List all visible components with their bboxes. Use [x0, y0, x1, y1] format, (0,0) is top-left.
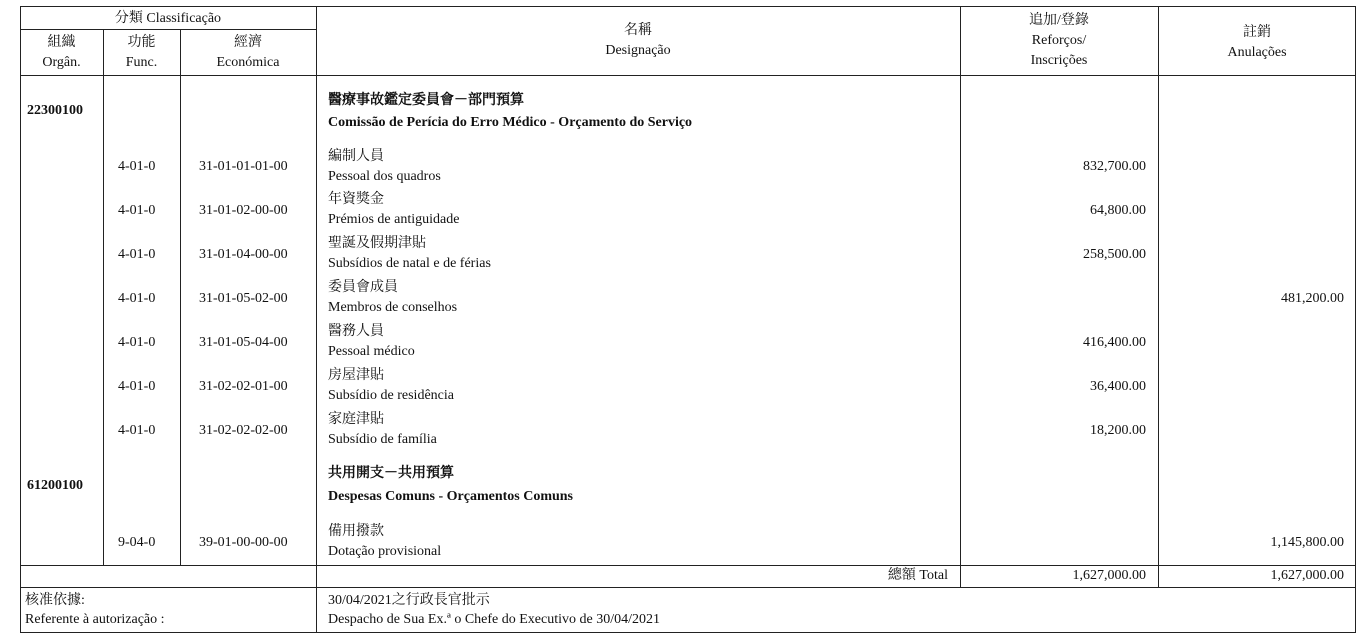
- header-bottom-line: [20, 75, 1356, 76]
- row-econ: 31-01-04-00-00: [199, 247, 288, 262]
- row-desig-pt: Prémios de antiguidade: [328, 212, 460, 227]
- reforcos-header-pt2: Inscrições: [1030, 53, 1088, 68]
- row-desig-zh: 委員會成員: [328, 280, 398, 295]
- authorization-label-zh: 核准依據:: [25, 593, 85, 608]
- row-reforco: 832,700.00: [1083, 159, 1146, 174]
- row-desig-pt: Pessoal médico: [328, 344, 415, 359]
- section-title-pt: Despesas Comuns - Orçamentos Comuns: [328, 489, 574, 504]
- row-desig-pt: Subsídio de residência: [328, 388, 454, 403]
- authorization-label-pt: Referente à autorização :: [25, 612, 165, 627]
- row-func: 4-01-0: [118, 159, 156, 174]
- total-reforcos: 1,627,000.00: [1072, 568, 1146, 583]
- anulacoes-header-zh: 註銷: [1243, 25, 1271, 40]
- organ-header-zh: 組織: [47, 35, 76, 50]
- row-desig-zh: 備用撥款: [328, 524, 384, 539]
- row-desig-zh: 家庭津貼: [328, 412, 384, 427]
- section-title-zh: 共用開支－共用預算: [328, 466, 454, 481]
- col-line-organ: [103, 29, 104, 565]
- col-line-func: [180, 29, 181, 565]
- row-desig-zh: 年資獎金: [328, 192, 384, 207]
- designation-header-pt: Designação: [605, 43, 671, 58]
- row-reforco: 416,400.00: [1083, 335, 1146, 350]
- row-desig-zh: 醫務人員: [328, 324, 384, 339]
- total-label: 總額 Total: [887, 568, 948, 583]
- row-econ: 39-01-00-00-00: [199, 535, 288, 550]
- row-anulacao: 481,200.00: [1281, 291, 1344, 306]
- econ-header-pt: Económica: [216, 55, 280, 70]
- row-desig-pt: Subsídios de natal e de férias: [328, 256, 491, 271]
- total-bottom-line: [20, 587, 1356, 588]
- row-econ: 31-02-02-01-00: [199, 379, 288, 394]
- organ-header-pt: Orgân.: [42, 55, 81, 70]
- section-title-zh: 醫療事故鑑定委員會－部門預算: [328, 93, 524, 108]
- total-anulacoes: 1,627,000.00: [1270, 568, 1344, 583]
- row-reforco: 18,200.00: [1090, 423, 1146, 438]
- col-line-desig: [960, 6, 961, 587]
- authorization-text-pt: Despacho de Sua Ex.ª o Chefe do Executivo de 30/04/2021: [328, 612, 661, 627]
- row-econ: 31-01-05-02-00: [199, 291, 288, 306]
- row-reforco: 258,500.00: [1083, 247, 1146, 262]
- econ-header-zh: 經濟: [234, 35, 262, 50]
- row-func: 4-01-0: [118, 203, 156, 218]
- func-header-pt: Func.: [125, 55, 158, 70]
- row-desig-pt: Membros de conselhos: [328, 300, 458, 315]
- row-reforco: 36,400.00: [1090, 379, 1146, 394]
- anulacoes-header-pt: Anulações: [1227, 45, 1287, 60]
- designation-header-zh: 名稱: [624, 23, 652, 38]
- section-organ-code: 61200100: [27, 478, 83, 493]
- func-header-zh: 功能: [127, 35, 156, 50]
- row-desig-zh: 編制人員: [328, 149, 384, 164]
- reforcos-header-pt1: Reforços/: [1031, 33, 1087, 48]
- row-func: 4-01-0: [118, 291, 156, 306]
- row-desig-zh: 聖誕及假期津貼: [328, 236, 426, 251]
- row-func: 4-01-0: [118, 379, 156, 394]
- row-econ: 31-01-01-01-00: [199, 159, 288, 174]
- row-econ: 31-02-02-02-00: [199, 423, 288, 438]
- row-func: 4-01-0: [118, 335, 156, 350]
- authorization-text-zh: 30/04/2021之行政長官批示: [328, 593, 490, 608]
- row-desig-pt: Dotação provisional: [328, 544, 442, 559]
- row-func: 4-01-0: [118, 423, 156, 438]
- row-econ: 31-01-02-00-00: [199, 203, 288, 218]
- row-func: 4-01-0: [118, 247, 156, 262]
- col-line-econ: [316, 6, 317, 633]
- row-desig-zh: 房屋津貼: [328, 368, 384, 383]
- total-top-line: [20, 565, 1356, 566]
- classification-header: 分類 Classificação: [114, 11, 222, 26]
- row-desig-pt: Pessoal dos quadros: [328, 169, 441, 184]
- row-econ: 31-01-05-04-00: [199, 335, 288, 350]
- classification-underline: [20, 29, 316, 30]
- reforcos-header-zh: 追加/登錄: [1029, 13, 1089, 28]
- section-organ-code: 22300100: [27, 103, 83, 118]
- row-anulacao: 1,145,800.00: [1270, 535, 1344, 550]
- row-desig-pt: Subsídio de família: [328, 432, 437, 447]
- row-reforco: 64,800.00: [1090, 203, 1146, 218]
- row-func: 9-04-0: [118, 535, 156, 550]
- section-title-pt: Comissão de Perícia do Erro Médico - Orçamento do Serviço: [328, 115, 693, 130]
